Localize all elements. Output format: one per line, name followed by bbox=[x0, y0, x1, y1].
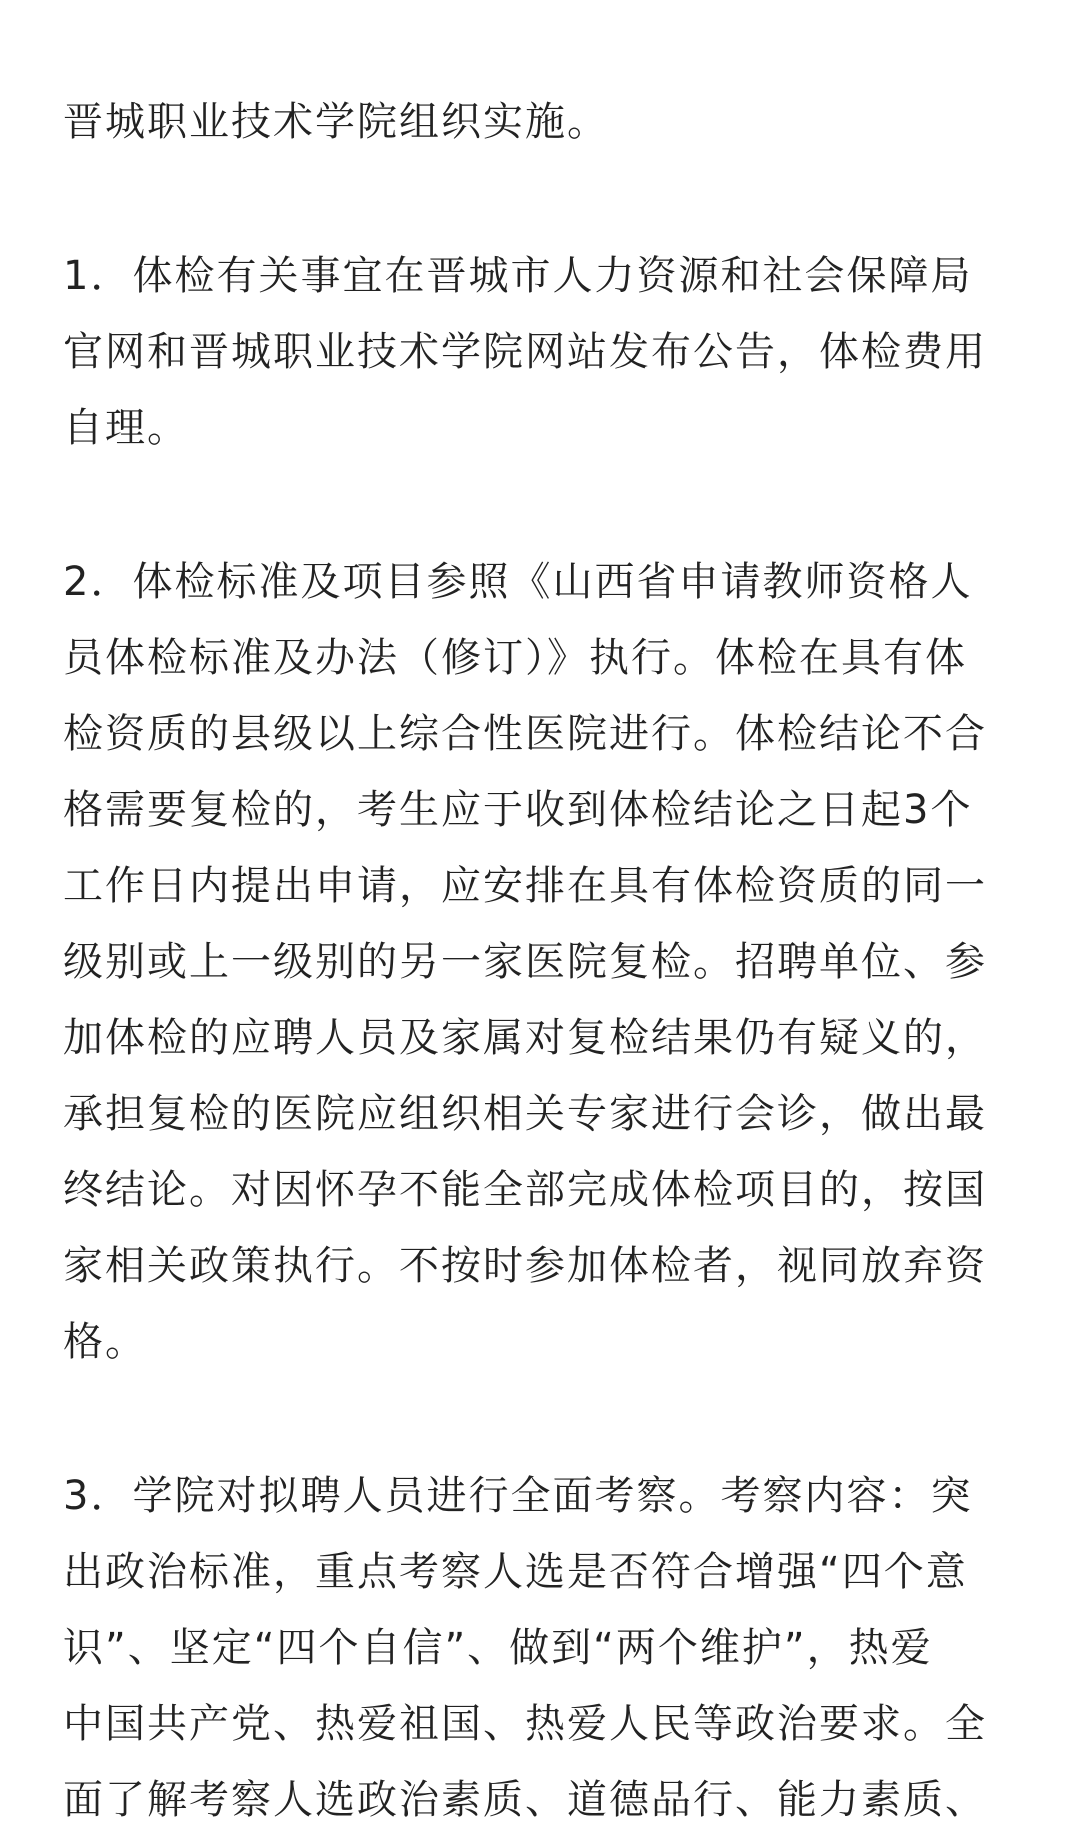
paragraph-intro-tail: 晋城职业技术学院组织实施。 bbox=[63, 99, 609, 145]
paragraph-item-1-medical-exam-notice: 1．体检有关事宜在晋城市人力资源和社会保障局 官网和晋城职业技术学院网站发布公告，体检费用 自理。 bbox=[63, 253, 987, 451]
article-body bbox=[63, 84, 1023, 1838]
paragraph-item-3-inspection: 3．学院对拟聘人员进行全面考察。考察内容：突 出政治标准，重点考察人选是否符合增强“四个意 识”、坚定“四个自信”、做到“两个维护”，热爱 中国共产党、热爱祖国、热爱人民等政治要求。全 面了解考察人选政治素质、道德品行、能力素质、 bbox=[63, 1473, 987, 1823]
paragraph-item-2-medical-exam-standards: 2．体检标准及项目参照《山西省申请教师资格人 员体检标准及办法（修订）》执行。体检在具有体 检资质的县级以上综合性医院进行。体检结论不合 格需要复检的，考生应于收到体检结论之日起3个 工作日内提出申请，应安排在具有体检资质的同一 级别或上一级别的另一家医院复检。招聘单位、参 加体检的应聘人员及家属对复检结果仍有疑义的， 承担复检的医院应组织相关专家进行会诊，做出最 终结论。对因怀孕不能全部完成体检项目的，按国 家相关政策执行。不按时参加体检者，视同放弃资 格。 bbox=[63, 559, 987, 1365]
